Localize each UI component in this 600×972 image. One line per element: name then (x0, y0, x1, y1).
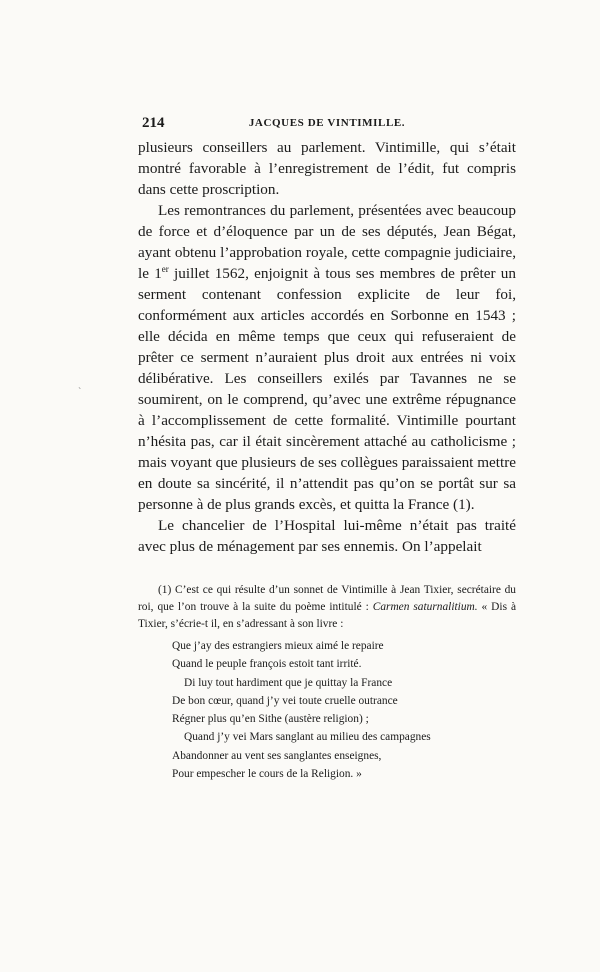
running-title: JACQUES DE VINTIMILLE. (248, 117, 406, 129)
footnote-intro-start: (1) C’est ce qui résulte d’un sonnet de Vintimille à Jean Tixier, secrétaire du roi, que l’on trouve à la suite du poème intitulé : (138, 584, 516, 613)
poem-line: Pour empescher le cours de la Religion. » (172, 768, 362, 781)
poem-line: Abandonner au vent ses sanglantes enseignes, (172, 749, 382, 762)
paragraph-3: Le chancelier de l’Hospital lui-même n’était pas traité avec plus de ménagement par ses ennemis. On l’appelait (138, 517, 516, 555)
paragraph-2-start: Les remontrances du parlement, présentées avec beaucoup de force et d’éloquence par un de ses députés, Jean Bégat, ayant obtenu l’approbation royale, cette compagnie judiciaire, le 1 (138, 202, 516, 282)
poem-quote (172, 637, 516, 783)
poem-line: Régner plus qu’en Sithe (austère religion) ; (172, 713, 369, 726)
poem-line: Quand j’y vei Mars sanglant au milieu des campagnes (184, 731, 431, 744)
book-page (138, 115, 516, 783)
ordinal-superscript: er (161, 263, 169, 274)
poem-line: Que j’ay des estrangiers mieux aimé le repaire (172, 640, 384, 652)
stray-ink-mark: ` (78, 387, 82, 398)
paragraph-2 (138, 200, 516, 515)
running-head (138, 115, 516, 137)
poem-title: Carmen saturnalitium. (372, 601, 478, 613)
paragraph-2-end: juillet 1562, enjoignit à tous ses membres de prêter un serment contenant confession explicite de leur foi, conformément aux articles accordés en Sorbonne en 1543 ; elle décida en même temps que ceux qui refuseraient de prêter ce serment n’auraient plus droit aux entrées ni voix délibérative. Les conseillers exilés par Tavannes ne se soumirent, on le comprend, qu’avec une extrême répugnance à l’accomplissement de cette formalité. Vintimille pourtant n’hésita pas, car il était sincèrement attaché au catholicisme ; mais voyant que plusieurs de ses collègues paraissaient mettre en doute sa sincérité, il n’attendit pas qu’on se portât sur sa personne à de plus grands excès, et quitta la France (1). (138, 265, 516, 513)
poem-line: Di luy tout hardiment que je quittay la France (184, 676, 393, 689)
body-text (138, 137, 516, 557)
poem-line: De bon cœur, quand j’y vei toute cruelle outrance (172, 694, 398, 707)
page-number: 214 (142, 115, 165, 131)
footnote-intro (138, 582, 516, 633)
footnote (138, 582, 516, 783)
poem-line: Quand le peuple françois estoit tant irrité. (172, 658, 362, 671)
paragraph-1: plusieurs conseillers au parlement. Vintimille, qui s’était montré favorable à l’enregistrement de l’édit, fut compris dans cette proscription. (138, 139, 516, 198)
footnote-intro-end: « Dis à Tixier, s’écrie-t il, en s’adressant à son livre : (138, 601, 517, 630)
